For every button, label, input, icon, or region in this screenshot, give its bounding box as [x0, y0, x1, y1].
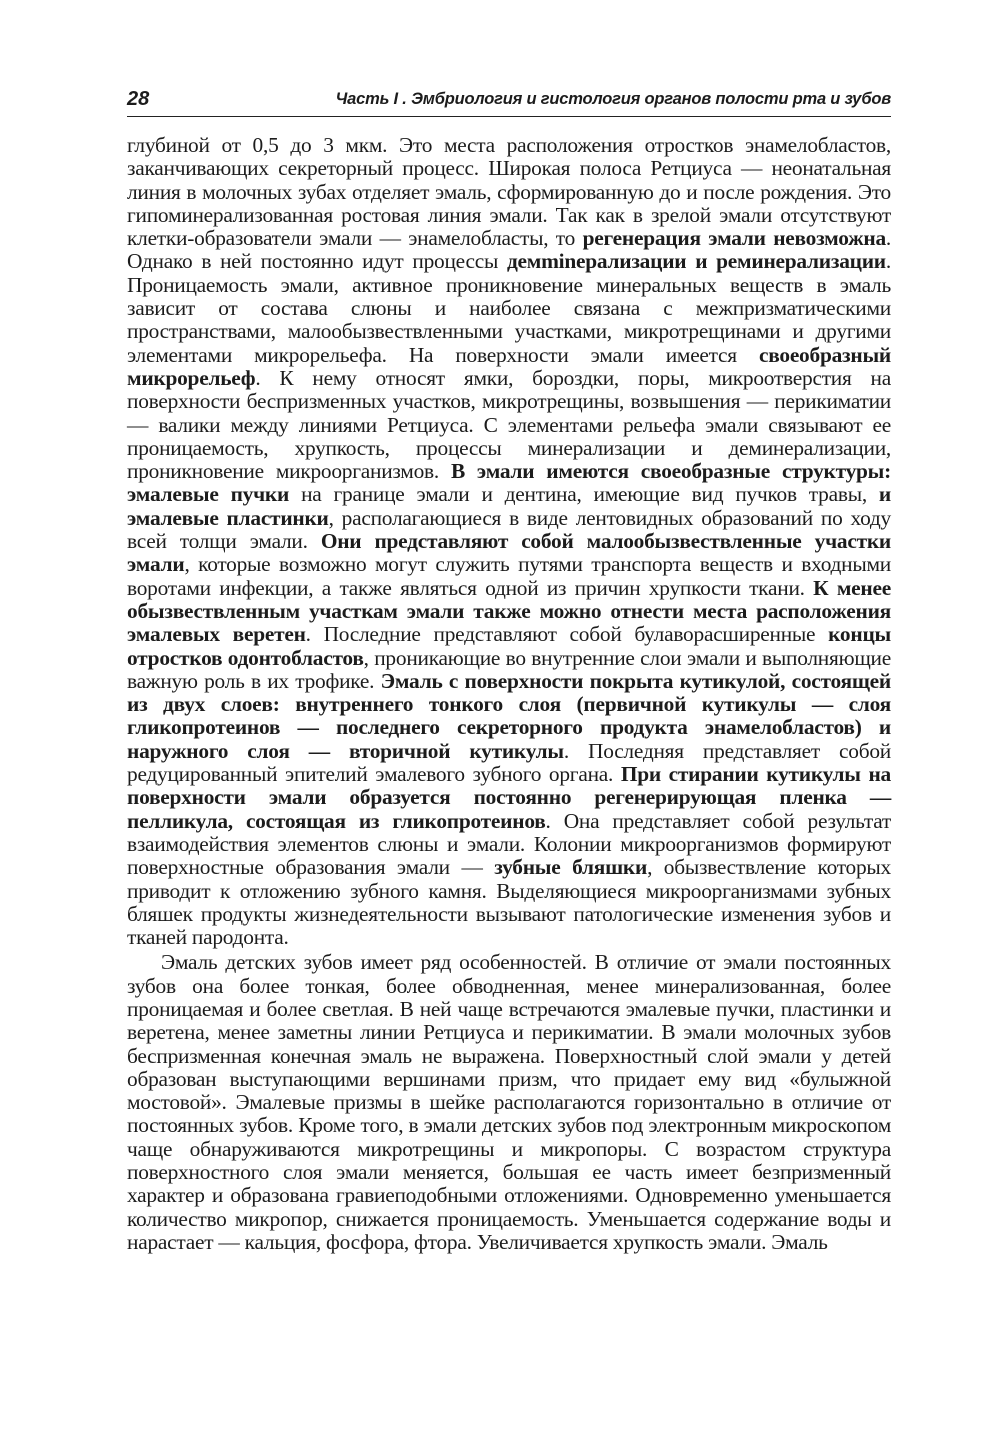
text-run: на границе эмали и дентина, имеющие вид пучков травы,	[289, 482, 879, 507]
text-run: , которые возможно могут служить путями транспорта веществ и входными воротами инфекции, а также являться одной из причин хрупкости ткани.	[127, 552, 891, 600]
bold-term: концы отростков одонтобластов	[127, 622, 891, 670]
text-run: . Последние представляют собой булаворасширенные	[305, 622, 829, 647]
bold-term: В эмали имеются своеобразные структуры: эмалевые пучки	[127, 459, 891, 507]
bold-term: Они представляют собой малообызвествленные участки эмали	[127, 529, 891, 577]
bold-term: регенерация эмали невозможна	[582, 226, 886, 251]
paragraph	[127, 134, 891, 949]
page-number: 28	[127, 88, 150, 110]
text-run: , располагающиеся в виде лентовидных образований по ходу всей толщи эмали.	[127, 505, 891, 554]
bold-term: демminерализации и реминерализации	[506, 249, 886, 274]
text-run: . Проницаемость эмали, активное проникновение минеральных веществ в эмаль зависит от состава слюны и наиболее связана с межпризматическими пространствами, малообызвествленными участками, микротрещинами и другими элементами микрорельефа. На поверхности эмали имеется	[127, 249, 891, 367]
paragraph	[127, 951, 891, 1254]
text-run: Эмаль детских зубов имеет ряд особенностей. В отличие от эмали постоянных зубов она более тонкая, более обводненная, менее минерализованная, более проницаемая и более светлая. В ней чаще встречаются эмалевые пучки, пластинки и веретена, менее заметны линии Ретциуса и перикиматии. В эмали молочных зубов беспризменная конечная эмаль не выражена. Поверхностный слой эмали у детей образован выступающими вершинами призм, что придает ему вид «булыжной мостовой». Эмалевые призмы в шейке располагаются горизонтально в отличие от постоянных зубов. Кроме того, в эмали детских зубов под электронным микроскопом чаще обнаруживаются микротрещины и микропоры. С возрастом структура поверхностного слоя эмали меняется, большая ее часть имеет безпризменный характер и образована гравиеподобными отложениями. Одновременно уменьшается количество микропор, снижается проницаемость. Уменьшается содержание воды и нарастает — кальция, фосфора, фтора. Увеличивается хрупкость эмали. Эмаль	[127, 950, 891, 1254]
text-run: . Последняя представляет собой редуцированный эпителий эмалевого зубного органа.	[127, 738, 891, 787]
bold-term: зубные бляшки	[494, 855, 648, 880]
bold-term: и эмалевые пластинки	[127, 482, 891, 530]
text-run: , проникающие во внутренние слои эмали и выполняющие важную роль в их трофике.	[127, 645, 891, 693]
bold-term: К менее обызвествленным участкам эмали также можно отнести места расположения эмалевых веретен	[127, 575, 891, 647]
text-run: . К нему относят ямки, бороздки, поры, микроотверстия на поверхности беспризменных участков, микротрещины, возвышения — перикиматии — валики между линиями Ретциуса. С элементами рельефа эмали связывают ее проницаемость, хрупкость, процессы минерализации и деминерализации, проникновение микроорганизмов.	[127, 365, 891, 484]
bold-term: Эмаль с поверхности покрыта кутикулой, состоящей из двух слоев: внутреннего тонкого слоя (первичной кутикулы — слоя гликопротеинов — последнего секреторного продукта энамелобластов) и наружного слоя — вторичной кутикулы	[127, 668, 891, 763]
text-run: . Однако в ней постоянно идут процессы	[127, 226, 891, 274]
bold-term: При стирании кутикулы на поверхности эмали образуется постоянно регенерирующая пленка — пелликула, состоящая из гликопротеинов	[127, 762, 891, 833]
bold-term: своеобразный микрорельеф	[127, 342, 891, 390]
running-title: Часть I . Эмбриология и гистология органов полости рта и зубов	[335, 90, 891, 108]
page-header	[127, 84, 891, 117]
text-run: глубиной от 0,5 до 3 мкм. Это места расположения отростков энамелобластов, заканчивающих секреторный процесс. Широкая полоса Ретциуса — неонатальная линия в молочных зубах отделяет эмаль, сформированную до и после рождения. Это гипоминерализованная ростовая линия эмали. Так как в зрелой эмали отсутствуют клетки-образователи эмали — энамелобласты, то	[127, 133, 891, 251]
text-run: . Она представляет собой результат взаимодействия элементов слюны и эмали. Колонии микроорганизмов формируют поверхностные образования эмали —	[127, 808, 892, 880]
body-text	[127, 134, 891, 1254]
text-run: , обызвествление которых приводит к отложению зубного камня. Выделяющиеся микроорганизмами зубных бляшек продукты жизнедеятельности вызывают патологические изменения зубов и тканей пародонта.	[127, 855, 892, 950]
